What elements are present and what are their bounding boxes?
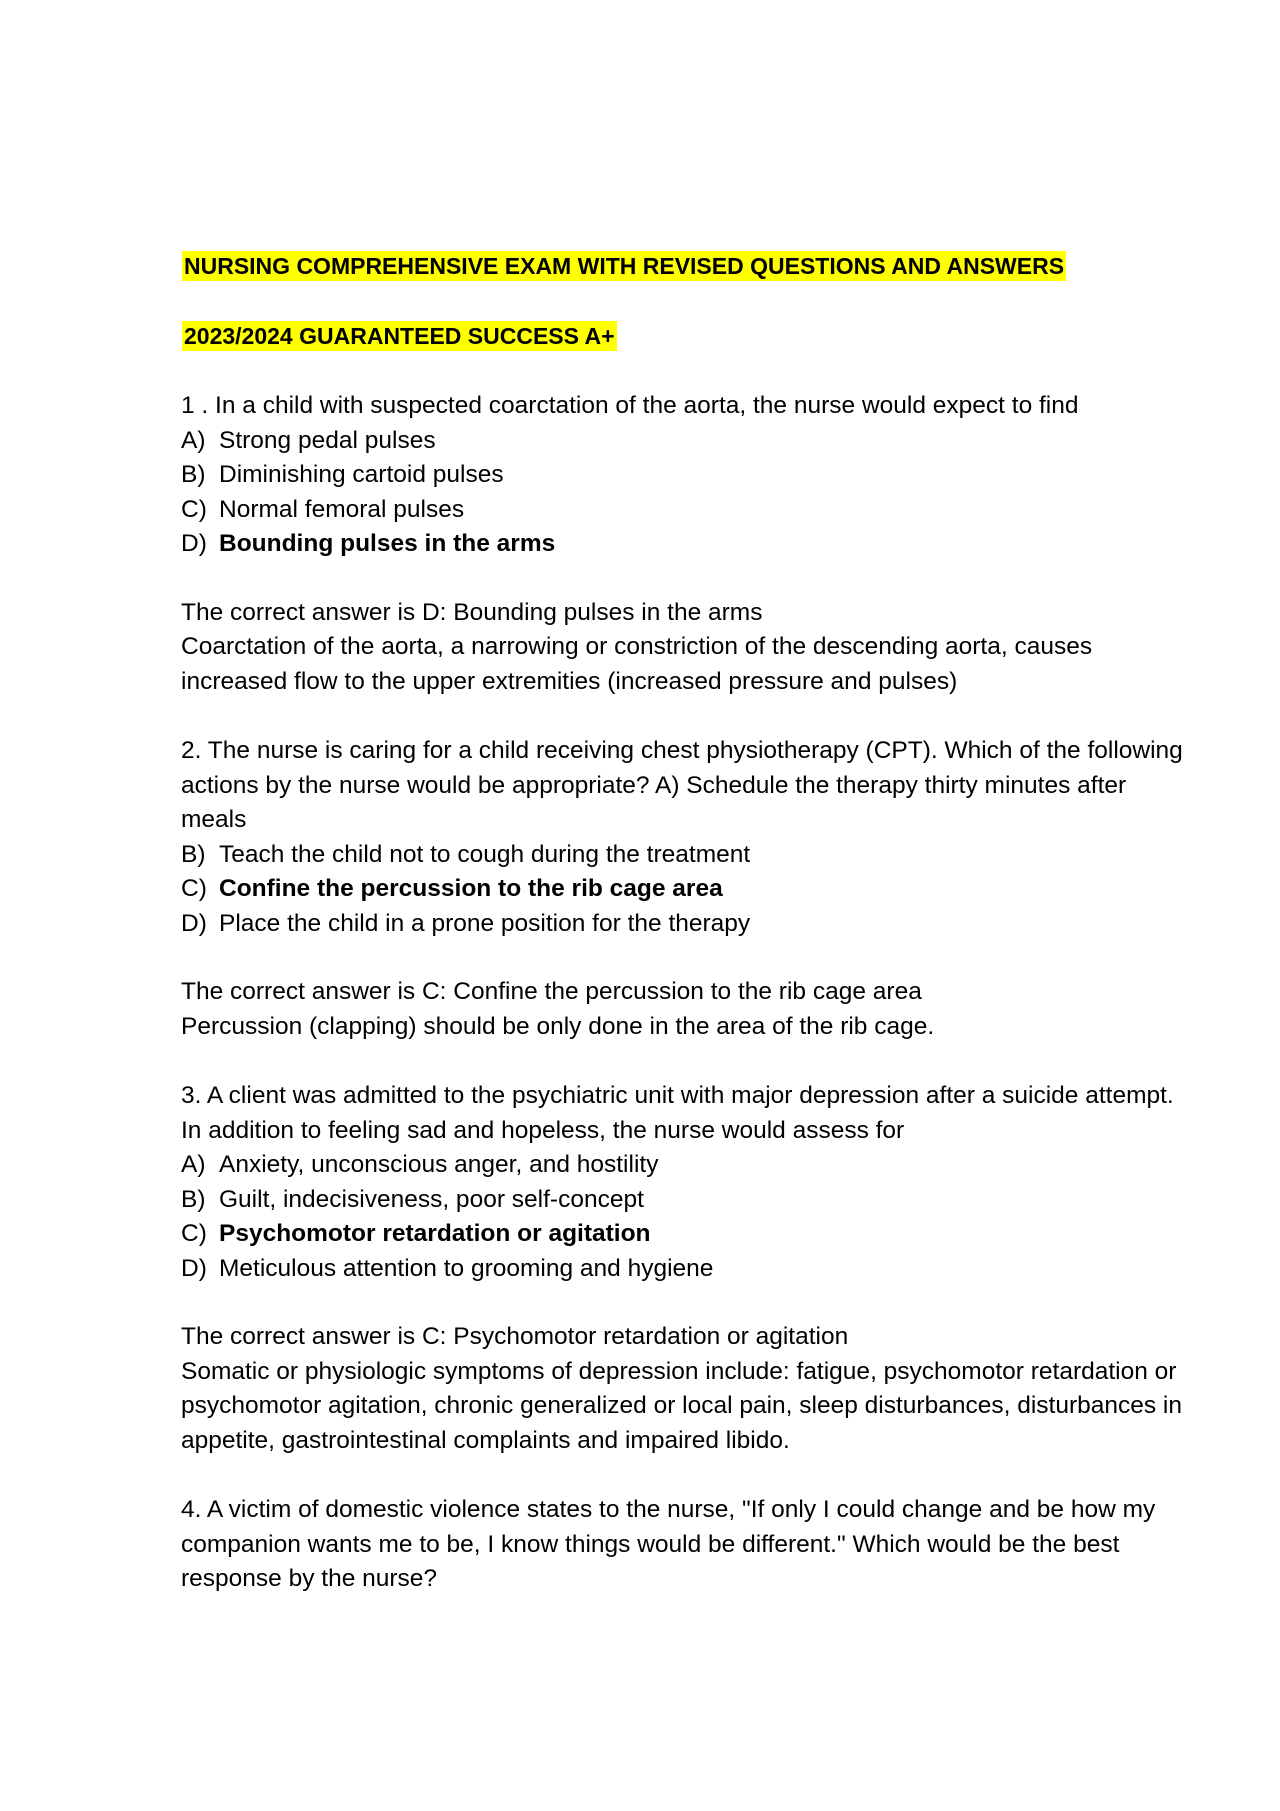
document-page (181, 250, 1191, 1597)
option-b (181, 458, 1191, 493)
document-title: NURSING COMPREHENSIVE EXAM WITH REVISED QUESTIONS AND ANSWERS (184, 253, 1065, 279)
question-4 (181, 1493, 1191, 1597)
option-letter: B) (181, 461, 206, 488)
option-text: Diminishing cartoid pulses (219, 461, 504, 488)
question-3 (181, 1079, 1191, 1458)
option-b (181, 1183, 1191, 1218)
option-a (181, 424, 1191, 459)
option-text: Bounding pulses in the arms (219, 530, 556, 557)
correct-answer: The correct answer is C: Confine the percussion to the rib cage area (181, 978, 922, 1005)
title-block (182, 250, 1191, 285)
rationale: Somatic or physiologic symptoms of depression include: fatigue, psychomotor retardation or psychomotor agitation, chronic generalized or local pain, sleep disturbances, disturbances in appetite, gastrointestinal complaints and impaired libido. (181, 1357, 1182, 1454)
option-text: Confine the percussion to the rib cage area (219, 875, 723, 902)
option-d (181, 1252, 1191, 1287)
document-subtitle: 2023/2024 GUARANTEED SUCCESS A+ (184, 322, 615, 349)
option-letter: A) (181, 1151, 206, 1178)
option-list (181, 838, 1191, 942)
answer-block (181, 1320, 1191, 1458)
option-letter: B) (181, 840, 206, 868)
option-a (181, 1148, 1191, 1183)
correct-answer: The correct answer is D: Bounding pulses in the arms (181, 598, 763, 626)
option-letter: A) (181, 426, 206, 454)
option-list (181, 424, 1191, 562)
option-b (181, 838, 1191, 873)
option-letter: C) (181, 875, 207, 902)
option-c-correct (181, 872, 1191, 907)
subtitle-block (182, 320, 1191, 355)
option-c-correct (181, 1217, 1191, 1252)
question-stem: 3. A client was admitted to the psychiatric unit with major depression after a suicide attempt. In addition to feeling sad and hopeless, the nurse would assess for (181, 1082, 1174, 1144)
option-text: Meticulous attention to grooming and hygiene (219, 1254, 714, 1282)
option-letter: D) (181, 530, 207, 557)
option-letter: C) (181, 1220, 207, 1247)
option-letter: C) (181, 495, 207, 523)
question-stem: 1 . In a child with suspected coarctation of the aorta, the nurse would expect to find (181, 392, 1079, 419)
option-text: Guilt, indecisiveness, poor self-concept (219, 1185, 644, 1213)
option-text: Anxiety, unconscious anger, and hostility (219, 1151, 659, 1178)
question-stem: 2. The nurse is caring for a child receiving chest physiotherapy (CPT). Which of the following actions by the nurse would be appropriate? A) Schedule the therapy thirty minutes after meals (181, 737, 1183, 833)
option-letter: B) (181, 1185, 206, 1213)
option-letter: D) (181, 1254, 207, 1282)
option-c (181, 493, 1191, 528)
option-text: Strong pedal pulses (219, 426, 436, 454)
rationale: Coarctation of the aorta, a narrowing or constriction of the descending aorta, causes increased flow to the upper extremities (increased pressure and pulses) (181, 633, 1093, 695)
option-d-correct (181, 527, 1191, 562)
option-text: Psychomotor retardation or agitation (219, 1220, 651, 1247)
question-stem: 4. A victim of domestic violence states to the nurse, "If only I could change and be how my companion wants me to be, I know things would be different." Which would be the best response by the nurse? (181, 1496, 1156, 1592)
option-letter: D) (181, 909, 207, 937)
correct-answer: The correct answer is C: Psychomotor retardation or agitation (181, 1323, 849, 1350)
rationale: Percussion (clapping) should be only done in the area of the rib cage. (181, 1012, 935, 1040)
option-list (181, 1148, 1191, 1286)
question-2 (181, 734, 1191, 1044)
option-text: Place the child in a prone position for the therapy (219, 909, 751, 937)
question-1 (181, 389, 1191, 699)
answer-block (181, 975, 1191, 1044)
option-text: Teach the child not to cough during the treatment (219, 840, 751, 868)
option-d (181, 907, 1191, 942)
answer-block (181, 596, 1191, 700)
option-text: Normal femoral pulses (219, 495, 465, 523)
